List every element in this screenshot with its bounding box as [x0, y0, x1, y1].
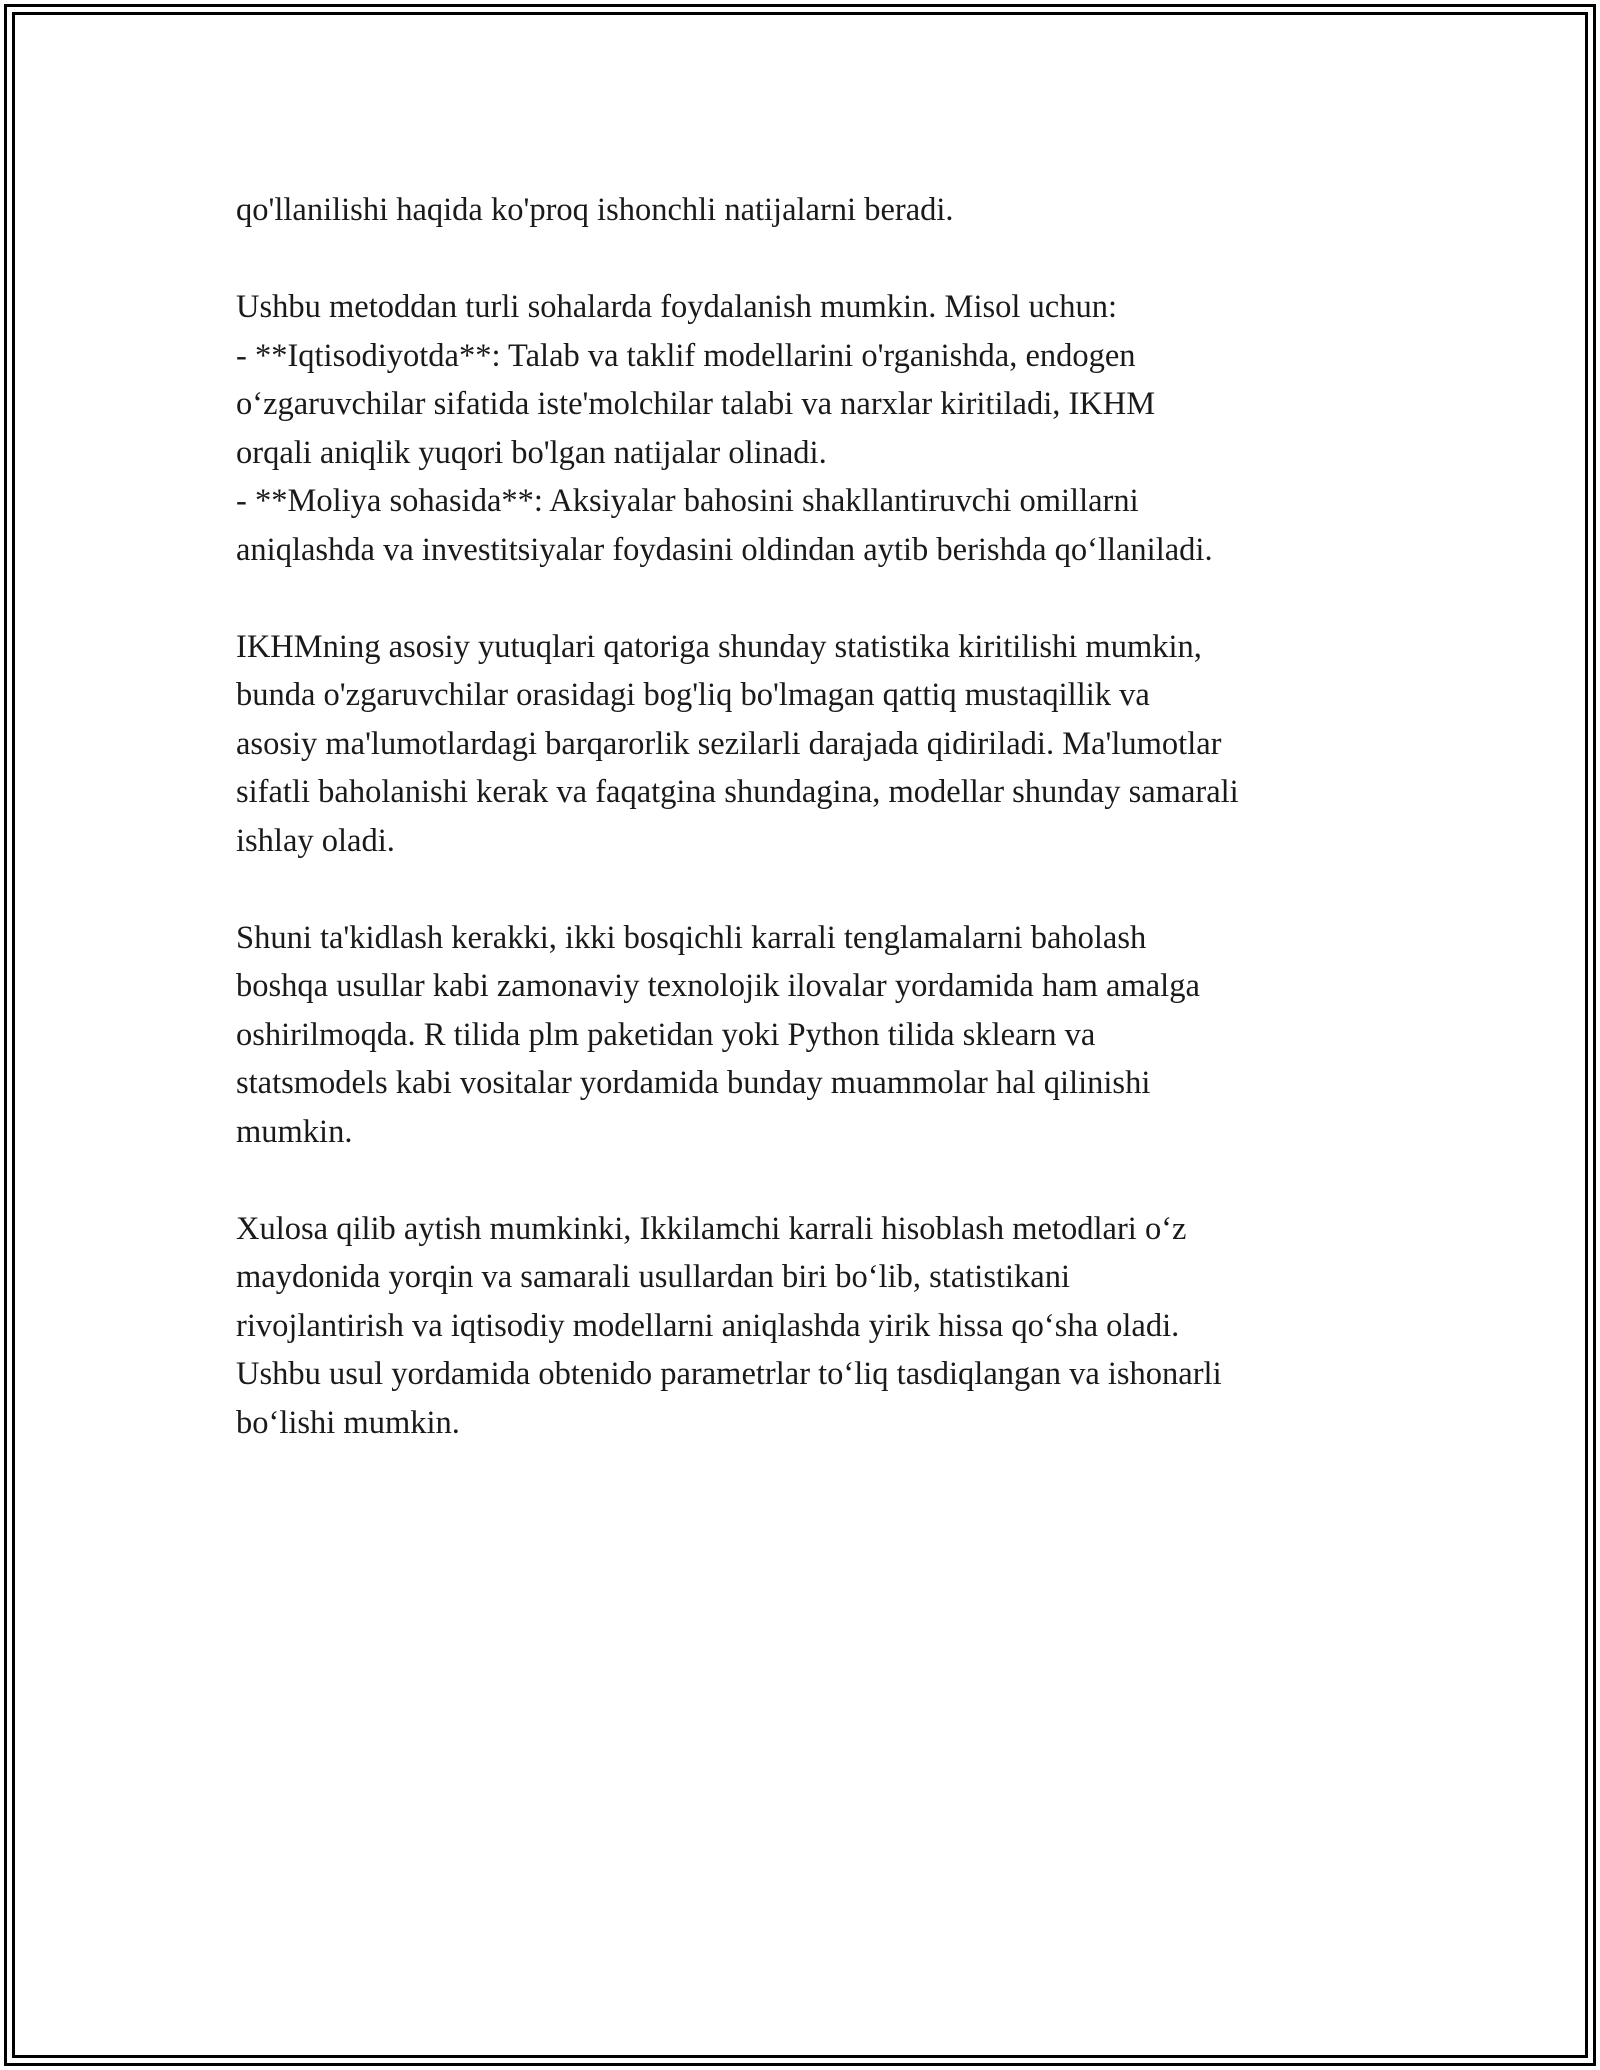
paragraph-3 [236, 623, 1376, 866]
text-line: o‘zgaruvchilar sifatida iste'molchilar talabi va narxlar kiritiladi, IKHM [236, 386, 1156, 422]
paragraph-5 [236, 1205, 1376, 1448]
text-line: IKHMning asosiy yutuqlari qatoriga shunday statistika kiritilishi mumkin, [236, 628, 1202, 665]
text-line: orqali aniqlik yuqori bo'lgan natijalar olinadi. [236, 434, 827, 471]
text-line: statsmodels kabi vositalar yordamida bunday muammolar hal qilinishi [236, 1065, 1151, 1101]
text-line: Shuni ta'kidlash kerakki, ikki bosqichli karrali tenglamalarni baholash [236, 919, 1147, 956]
paragraph-2 [236, 283, 1376, 574]
text-line: Ushbu metoddan turli sohalarda foydalanish mumkin. Misol uchun: [236, 289, 1117, 325]
text-line: maydonida yorqin va samarali usullardan biri bo‘lib, statistikani [236, 1259, 1070, 1295]
paragraph-1 [236, 186, 1376, 235]
paragraph-spacer [236, 574, 1376, 623]
text-line: mumkin. [236, 1113, 353, 1150]
text-line: bo‘lishi mumkin. [236, 1404, 460, 1441]
text-line: oshirilmoqda. R tilida plm paketidan yoki Python tilida sklearn va [236, 1016, 1096, 1053]
paragraph-spacer [236, 1156, 1376, 1205]
paragraph-spacer [236, 235, 1376, 284]
text-line: - **Iqtisodiyotda**: Talab va taklif modellarini o'rganishda, endogen [236, 337, 1136, 374]
paragraph-spacer [236, 865, 1376, 914]
text-line: sifatli baholanishi kerak va faqatgina shundagina, modellar shunday samarali [236, 774, 1239, 810]
text-line: Xulosa qilib aytish mumkinki, Ikkilamchi karrali hisoblash metodlari o‘z [236, 1210, 1187, 1247]
text-line: aniqlashda va investitsiyalar foydasini oldindan aytib berishda qo‘llaniladi. [236, 531, 1213, 568]
text-line: boshqa usullar kabi zamonaviy texnolojik ilovalar yordamida ham amalga [236, 968, 1200, 1004]
text-line: ishlay oladi. [236, 822, 395, 859]
text-line: qo'llanilishi haqida ko'proq ishonchli natijalarni beradi. [236, 192, 954, 228]
document-body [236, 186, 1376, 1447]
text-line: - **Moliya sohasida**: Aksiyalar bahosini shakllantiruvchi omillarni [236, 483, 1139, 519]
text-line: Ushbu usul yordamida obtenido parametrlar to‘liq tasdiqlangan va ishonarli [236, 1356, 1222, 1392]
text-line: asosiy ma'lumotlardagi barqarorlik sezilarli darajada qidiriladi. Ma'lumotlar [236, 725, 1222, 762]
paragraph-4 [236, 914, 1376, 1157]
text-line: rivojlantirish va iqtisodiy modellarni aniqlashda yirik hissa qo‘sha oladi. [236, 1307, 1180, 1344]
text-line: bunda o'zgaruvchilar orasidagi bog'liq bo'lmagan qattiq mustaqillik va [236, 677, 1150, 713]
